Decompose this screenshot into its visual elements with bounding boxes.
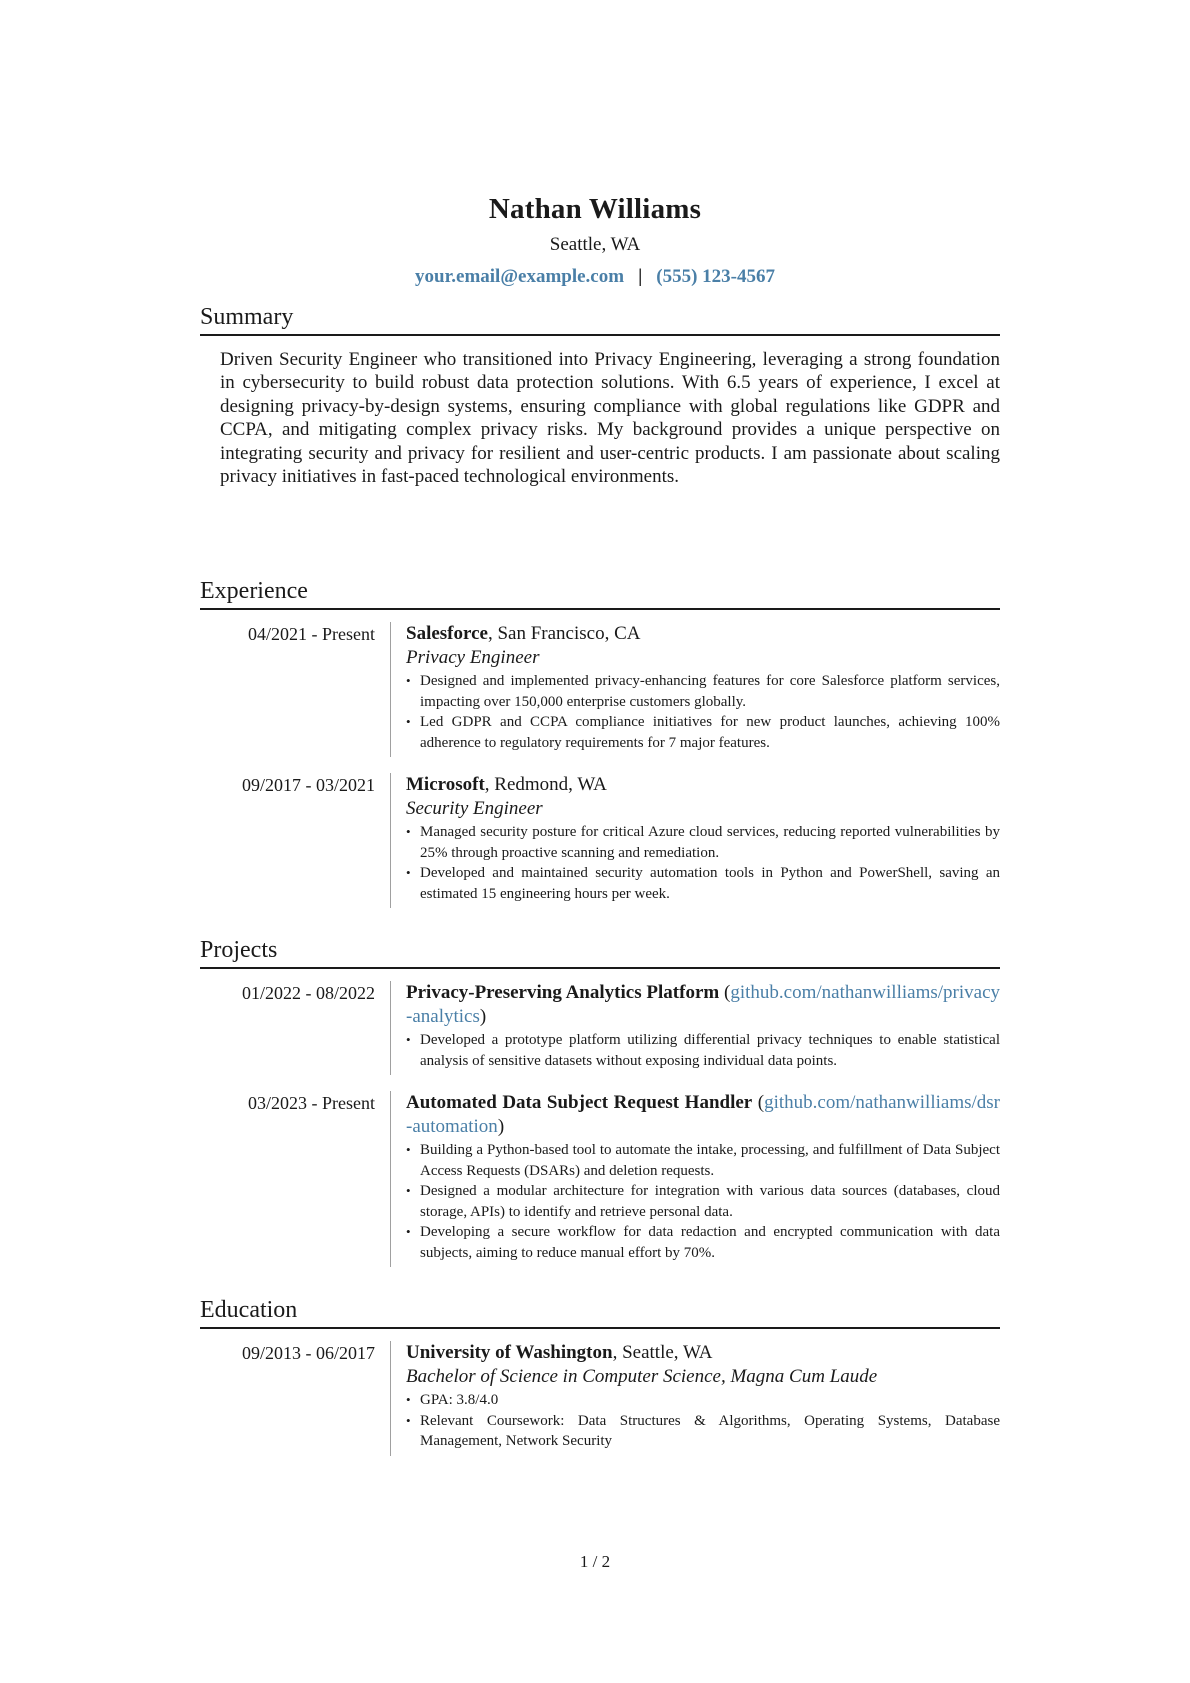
contact-separator: |	[638, 266, 643, 287]
entry-date: 04/2021 - Present	[248, 624, 375, 644]
entry-body	[390, 1341, 1000, 1456]
company-name: Microsoft	[406, 774, 485, 795]
bullet-list	[406, 1140, 1000, 1263]
entry-heading	[406, 981, 1000, 1028]
entry-body	[390, 773, 1000, 908]
entry-date: 03/2023 - Present	[248, 1093, 375, 1113]
entry-body	[390, 981, 1000, 1075]
school-location: , Seattle, WA	[612, 1342, 713, 1363]
project-link[interactable]: github.com/nathanwilliams/privacy-analytics	[406, 982, 1000, 1027]
experience-heading: Experience	[200, 576, 1000, 610]
experience-section	[200, 576, 1000, 908]
paren-open: (	[752, 1092, 765, 1113]
experience-entry	[200, 622, 1000, 757]
entry-body	[390, 622, 1000, 757]
paren-close: )	[497, 1115, 505, 1137]
entry-date: 01/2022 - 08/2022	[242, 983, 375, 1003]
job-title: Privacy Engineer	[406, 646, 540, 668]
bullet-item: • Designed and implemented privacy-enhancing features for core Salesforce platform services, impacting over 150,000 enterprise customers globally.	[406, 671, 1000, 712]
project-name: Automated Data Subject Request Handler	[406, 1092, 753, 1113]
entry-date: 09/2013 - 06/2017	[242, 1343, 375, 1363]
projects-heading: Projects	[200, 935, 1000, 969]
degree: Bachelor of Science in Computer Science, Magna Cum Laude	[406, 1365, 878, 1387]
resume-header	[0, 190, 1190, 290]
education-entry	[200, 1341, 1000, 1456]
company-location: , Redmond, WA	[484, 774, 607, 795]
candidate-location: Seattle, WA	[549, 234, 641, 255]
summary-section	[200, 302, 1000, 488]
entry-heading	[406, 1341, 1000, 1365]
projects-section	[200, 935, 1000, 1267]
company-name: Salesforce	[406, 623, 488, 644]
entry-heading	[406, 773, 1000, 797]
project-link[interactable]: github.com/nathanwilliams/dsr-automation	[406, 1092, 1000, 1137]
education-section	[200, 1295, 1000, 1456]
bullet-list	[406, 671, 1000, 753]
paren-open: (	[719, 982, 731, 1003]
entry-heading	[406, 1091, 1000, 1138]
entry-heading	[406, 622, 1000, 646]
bullet-item: • Relevant Coursework: Data Structures & Algorithms, Operating Systems, Database Management, Network Security	[406, 1411, 1000, 1452]
bullet-item: • Developing a secure workflow for data redaction and encrypted communication with data subjects, aiming to reduce manual effort by 70%.	[406, 1222, 1000, 1263]
job-title: Security Engineer	[406, 797, 543, 819]
contact-line	[0, 264, 1190, 290]
bullet-item: • Designed a modular architecture for integration with various data sources (databases, cloud storage, APIs) to identify and retrieve personal data.	[406, 1181, 1000, 1222]
summary-heading: Summary	[200, 302, 1000, 336]
page-number: 1 / 2	[579, 1552, 611, 1571]
project-entry	[200, 981, 1000, 1075]
school-name: University of Washington	[406, 1342, 613, 1363]
candidate-name: Nathan Williams	[488, 193, 702, 225]
bullet-item: • Building a Python-based tool to automate the intake, processing, and fulfillment of Data Subject Access Requests (DSARs) and deletion requests.	[406, 1140, 1000, 1181]
bullet-list	[406, 822, 1000, 904]
bullet-item: • GPA: 3.8/4.0	[406, 1390, 1000, 1411]
entry-body	[390, 1091, 1000, 1267]
bullet-list	[406, 1030, 1000, 1071]
bullet-item: • Developed and maintained security automation tools in Python and PowerShell, saving an estimated 15 engineering hours per week.	[406, 863, 1000, 904]
education-heading: Education	[200, 1295, 1000, 1329]
summary-text: Driven Security Engineer who transitioned into Privacy Engineering, leveraging a strong foundation in cybersecurity to build robust data protection solutions. With 6.5 years of experience, I excel at designing privacy-by-design systems, ensuring compliance with global regulations like GDPR and CCPA, and mitigating complex privacy risks. My background provides a unique perspective on integrating security and privacy for resilient and user-centric products. I am passionate about scaling privacy initiatives in fast-paced technological environments.	[220, 349, 1000, 488]
bullet-item: • Led GDPR and CCPA compliance initiatives for new product launches, achieving 100% adherence to regulatory requirements for 7 major features.	[406, 712, 1000, 753]
phone-link[interactable]: (555) 123-4567	[656, 266, 775, 287]
email-link[interactable]: your.email@example.com	[415, 266, 625, 287]
bullet-list	[406, 1390, 1000, 1452]
experience-entry	[200, 773, 1000, 908]
bullet-item: • Managed security posture for critical Azure cloud services, reducing reported vulnerabilities by 25% through proactive scanning and remediation.	[406, 822, 1000, 863]
paren-close: )	[479, 1005, 487, 1027]
company-location: , San Francisco, CA	[487, 623, 641, 644]
project-name: Privacy-Preserving Analytics Platform	[406, 982, 720, 1003]
project-entry	[200, 1091, 1000, 1267]
entry-date: 09/2017 - 03/2021	[242, 775, 375, 795]
bullet-item: • Developed a prototype platform utilizing differential privacy techniques to enable statistical analysis of sensitive datasets without exposing individual data points.	[406, 1030, 1000, 1071]
